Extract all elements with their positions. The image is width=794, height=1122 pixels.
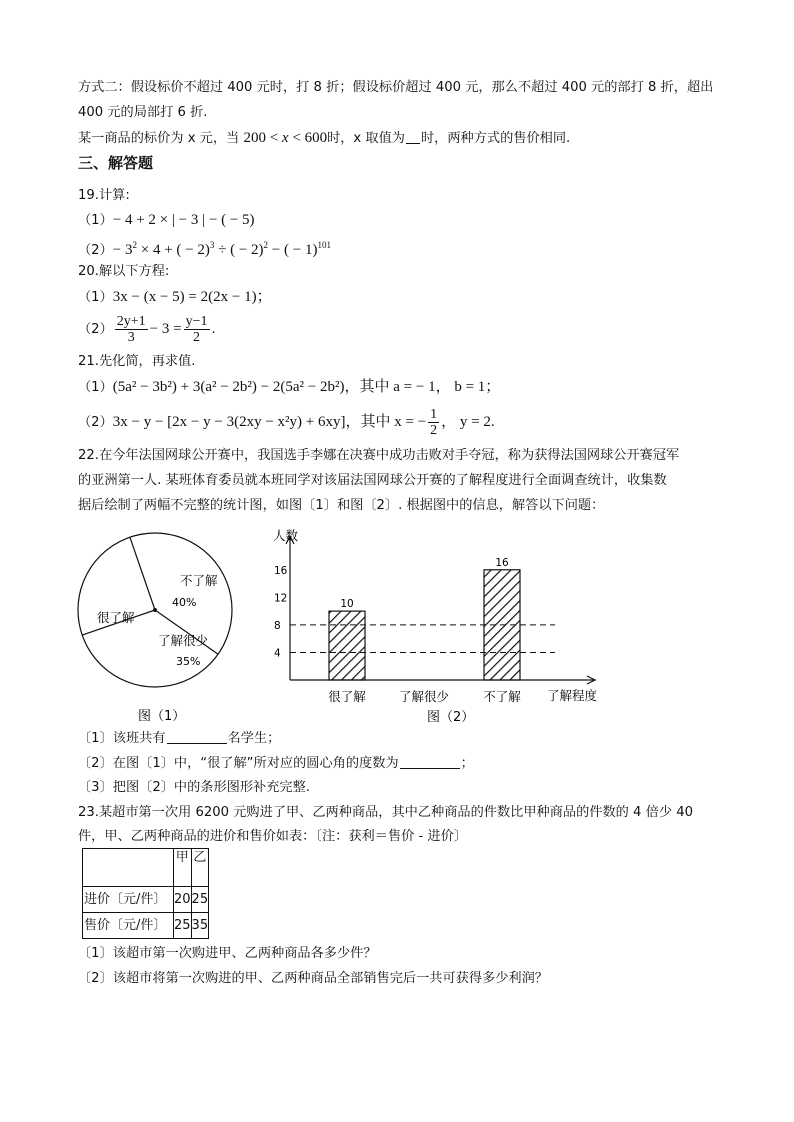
q23-line1: 23.某超市第一次用 6200 元购进了甲、乙两种商品，其中乙种商品的件数比甲种商品的件数的 4 倍少 40 <box>78 805 693 820</box>
table-header-cell: 甲 <box>174 849 192 887</box>
q21-item2-expr: 3x − y − [2x − y − 3(2xy − x²y) + 6xy] <box>112 414 346 430</box>
q18-line3-pre: 某一商品的标价为 x 元，当 <box>78 131 240 146</box>
exponent: 2 <box>263 240 269 250</box>
x-axis-label: 了解程度 <box>547 688 598 703</box>
table-row <box>83 887 209 913</box>
cond-right: 600 <box>304 130 328 146</box>
table-cell: 进价〔元/件〕 <box>83 887 174 913</box>
q19-item2 <box>78 235 331 261</box>
expr-part: − ( − 1) <box>268 242 318 258</box>
pie-percent-little: 35% <box>176 655 201 668</box>
q22-sub2-post: ； <box>460 756 474 771</box>
q20-item1-label: （1） <box>78 290 113 305</box>
q18-line2: 400 元的局部打 6 折. <box>78 105 208 120</box>
fraction <box>428 407 439 438</box>
numerator: 1 <box>430 406 438 422</box>
q22-sub1 <box>78 729 280 749</box>
q23-sub1: 〔1〕该超市第一次购进甲、乙两种商品各多少件？ <box>78 946 377 961</box>
q23-sub2: 〔2〕该超市将第一次购进的甲、乙两种商品全部销售完后一共可获得多少利润？ <box>78 971 548 986</box>
pie-percent-unaware: 40% <box>172 596 197 609</box>
exponent: 101 <box>317 240 331 250</box>
q19-item1-expr: − 4 + 2 × | − 3 | − ( − 5) <box>112 212 255 228</box>
q19-title: 19.计算: <box>78 188 130 203</box>
q20-item2-label: （2） <box>78 322 113 337</box>
q18-line3 <box>78 128 570 149</box>
q21-title: 21.先化简，再求值. <box>78 354 196 369</box>
pie-caption: 图（1） <box>138 709 186 724</box>
q20-item1 <box>78 287 272 308</box>
table-cell: 25 <box>174 913 192 939</box>
q22-line3: 据后绘制了两幅不完整的统计图，如图〔1〕和图〔2〕. 根据图中的信息，解答以下问题： <box>78 498 605 513</box>
table-cell: 35 <box>191 913 209 939</box>
expr-part: × 4 + ( − 2) <box>136 242 210 258</box>
q23-line2: 件，甲、乙两种商品的进价和售价如表：〔注：获利＝售价 - 进价〕 <box>78 829 467 844</box>
q20-title: 20.解以下方程: <box>78 264 170 279</box>
y-tick-label: 8 <box>274 619 281 632</box>
section-title: 三、解答题 <box>78 154 154 172</box>
table-header-cell: 乙 <box>191 849 209 887</box>
denominator: 2 <box>430 422 438 438</box>
bar-3 <box>484 570 520 680</box>
y-axis-label: 人数 <box>273 528 299 543</box>
table-cell: 20 <box>174 887 192 913</box>
q18-answer-blank[interactable] <box>406 129 420 144</box>
q22-line2: 的亚洲第一人. 某班体育委员就本班同学对该届法国网球公开赛的了解程度进行全面调查统计，收集数 <box>78 473 667 488</box>
table-header-row <box>83 849 209 887</box>
q19-item1 <box>78 210 255 231</box>
q21-item2-cond: ，其中 x = − <box>345 414 427 430</box>
pie-label-little: 了解很少 <box>158 633 209 648</box>
bar-value-label: 16 <box>495 556 509 569</box>
q20-item2-mid: − 3 = <box>149 321 182 337</box>
numerator: y−1 <box>185 313 208 329</box>
table-cell: 25 <box>191 887 209 913</box>
pie-label-unaware: 不了解 <box>180 573 218 588</box>
denominator: 2 <box>193 329 201 345</box>
q20-item1-expr: 3x − (x − 5) = 2(2x − 1)； <box>112 289 272 305</box>
pie-label-well: 很了解 <box>97 610 135 625</box>
expr-part: − 3 <box>112 242 133 258</box>
q22-sub1-blank[interactable] <box>167 729 227 744</box>
pie-chart <box>70 530 250 730</box>
y-tick-label: 16 <box>274 564 288 577</box>
q18-condition: 200 < x < 600 <box>243 130 328 146</box>
q20-item2-end: . <box>211 322 216 337</box>
x-tick-label: 很了解 <box>328 689 366 704</box>
bar-value-label: 10 <box>340 598 354 611</box>
table-header-cell <box>83 849 174 887</box>
fraction <box>115 314 148 345</box>
q22-sub2-blank[interactable] <box>400 754 460 769</box>
fraction <box>184 314 210 345</box>
table-cell: 售价〔元/件〕 <box>83 913 174 939</box>
pie-slice-boundary <box>130 537 155 610</box>
q22-sub1-post: 名学生； <box>227 731 281 746</box>
price-table <box>82 848 209 939</box>
q22-sub3: 〔3〕把图〔2〕中的条形图形补充完整. <box>78 780 310 795</box>
x-tick-label: 不了解 <box>483 689 521 704</box>
denominator: 3 <box>127 329 135 345</box>
q22-sub2 <box>78 754 474 774</box>
q21-item2-cond-end: ， y = 2. <box>441 414 495 430</box>
q21-item1 <box>78 377 500 398</box>
y-tick-label: 12 <box>274 592 288 605</box>
q18-line3-post: 时，两种方式的售价相同. <box>421 131 571 146</box>
q22-sub1-pre: 〔1〕该班共有 <box>78 731 166 746</box>
bar-caption: 图（2） <box>427 710 475 725</box>
cond-var: x <box>281 130 289 146</box>
numerator: 2y+1 <box>116 313 146 329</box>
q18-line3-mid: 时，x 取值为 <box>327 131 405 146</box>
q20-item2 <box>78 311 216 348</box>
exponent: 3 <box>209 240 215 250</box>
q19-item2-expr <box>113 242 331 258</box>
q21-item2-label: （2） <box>78 415 113 430</box>
q21-item1-label: （1） <box>78 380 113 395</box>
q18-line1: 方式二：假设标价不超过 400 元时，打 8 折；假设标价超过 400 元，那么不超过 400 元的部打 8 折，超出 <box>78 80 714 95</box>
table-row <box>83 913 209 939</box>
q22-line1: 22.在今年法国网球公开赛中，我国选手李娜在决赛中成功击败对手夺冠，称为获得法国网球公开赛冠军 <box>78 448 680 463</box>
q22-sub2-pre: 〔2〕在图〔1〕中，“很了解”所对应的圆心角的度数为 <box>78 756 399 771</box>
q21-item1-expr: (5a² − 3b²) + 3(a² − 2b²) − 2(5a² − 2b²) <box>112 379 345 395</box>
y-tick-label: 4 <box>274 647 281 660</box>
bar-1 <box>329 611 365 680</box>
expr-part: ÷ ( − 2) <box>214 242 264 258</box>
q21-item2 <box>78 404 495 441</box>
cond-left: 200 <box>243 130 266 146</box>
q21-item1-cond: ，其中 a = − 1， b = 1； <box>344 379 501 395</box>
exponent: 2 <box>132 240 137 250</box>
x-tick-label: 了解很少 <box>398 689 450 704</box>
pie-center <box>153 608 157 612</box>
q19-item2-label: （2） <box>78 243 113 258</box>
q19-item1-label: （1） <box>78 213 113 228</box>
bar-chart <box>265 528 605 728</box>
